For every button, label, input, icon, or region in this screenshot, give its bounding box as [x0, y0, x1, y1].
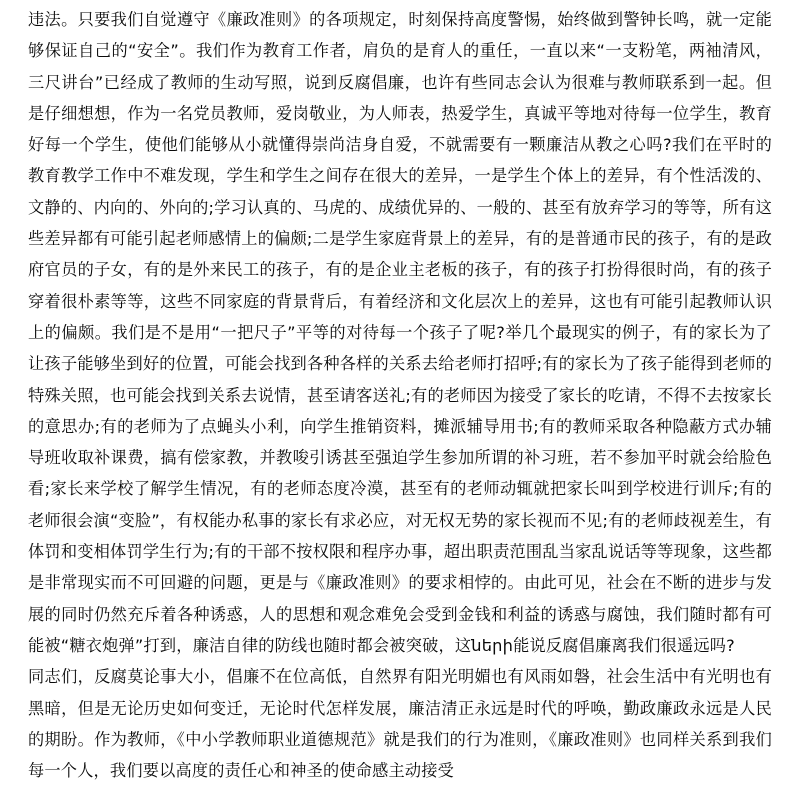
paragraph: 违法。只要我们自觉遵守《廉政准则》的各项规定，时刻保持高度警惕，始终做到警钟长鸣，就一定能够保证自己的“安全”。我们作为教育工作者，肩负的是育人的重任，一直以来“一支粉笔，两袖清风，三尺讲台”已经成了教师的生动写照，说到反腐倡廉，也许有些同志会认为很难与教师联系到一起。但是仔细想想，作为一名党员教师，爱岗敬业，为人师表，热爱学生，真诚平等地对待每一位学生，教育好每一个学生，使他们能够从小就懂得崇尚洁身自爱，不就需要有一颗廉洁从教之心吗?我们在平时的教育教学工作中不难发现，学生和学生之间存在很大的差异，一是学生个体上的差异，有个性活泼的、文静的、内向的、外向的;学习认真的、马虎的、成绩优异的、一般的、甚至有放弃学习的等等，所有这些差异都有可能引起老师感情上的偏颇;二是学生家庭背景上的差异，有的是普通市民的孩子，有的是政府官员的子女，有的是外来民工的孩子，有的是企业主老板的孩子，有的孩子打扮得很时尚，有的孩子穿着很朴素等等，这些不同家庭的背景背后，有着经济和文化层次上的差异，这也有可能引起教师认识上的偏颇。我们是不是用“一把尺子”平等的对待每一个孩子了呢?举几个最现实的例子，有的家长为了让孩子能够坐到好的位置，可能会找到各种各样的关系去给老师打招呼;有的家长为了孩子能得到老师的特殊关照，也可能会找到关系去说情，甚至请客送礼;有的老师因为接受了家长的吃请，不得不去按家长的意思办;有的老师为了点蝇头小利，向学生推销资料，摊派辅导用书;有的教师采取各种隐蔽方式办辅导班收取补课费，搞有偿家教，并教唆引诱甚至强迫学生参加所谓的补习班，若不参加平时就会给脸色看;家长来学校了解学生情况，有的老师态度冷漠，甚至有的老师动辄就把家长叫到学校进行训斥;有的老师很会演“变脸”，有权能办私事的家长有求必应，对无权无势的家长视而不见;有的老师歧视差生，有体罚和变相体罚学生行为;有的干部不按权限和程序办事，超出职责范围乱当家乱说话等等现象，这些都是非常现实而不可回避的问题，更是与《廉政准则》的要求相悖的。由此可见，社会在不断的进步与发展的同时仍然充斥着各种诱惑，人的思想和观念难免会受到金钱和利益的诱惑与腐蚀，我们随时都有可能被“糖衣炮弹”打到，廉洁自律的防线也随时都会被突破，这ների能说反腐倡廉离我们很遥远吗? [28, 10, 772, 655]
document-body [28, 4, 772, 786]
paragraph: 同志们，反腐莫论事大小，倡廉不在位高低，自然界有阳光明媚也有风雨如磐，社会生活中有光明也有黑暗，但是无论历史如何变迁，无论时代怎样发展，廉洁清正永远是时代的呼唤，勤政廉政永远是人民的期盼。作为教师，《中小学教师职业道德规范》就是我们的行为准则，《廉政准则》也同样关系到我们每一个人，我们要以高度的责任心和神圣的使命感主动接受 [28, 667, 772, 781]
